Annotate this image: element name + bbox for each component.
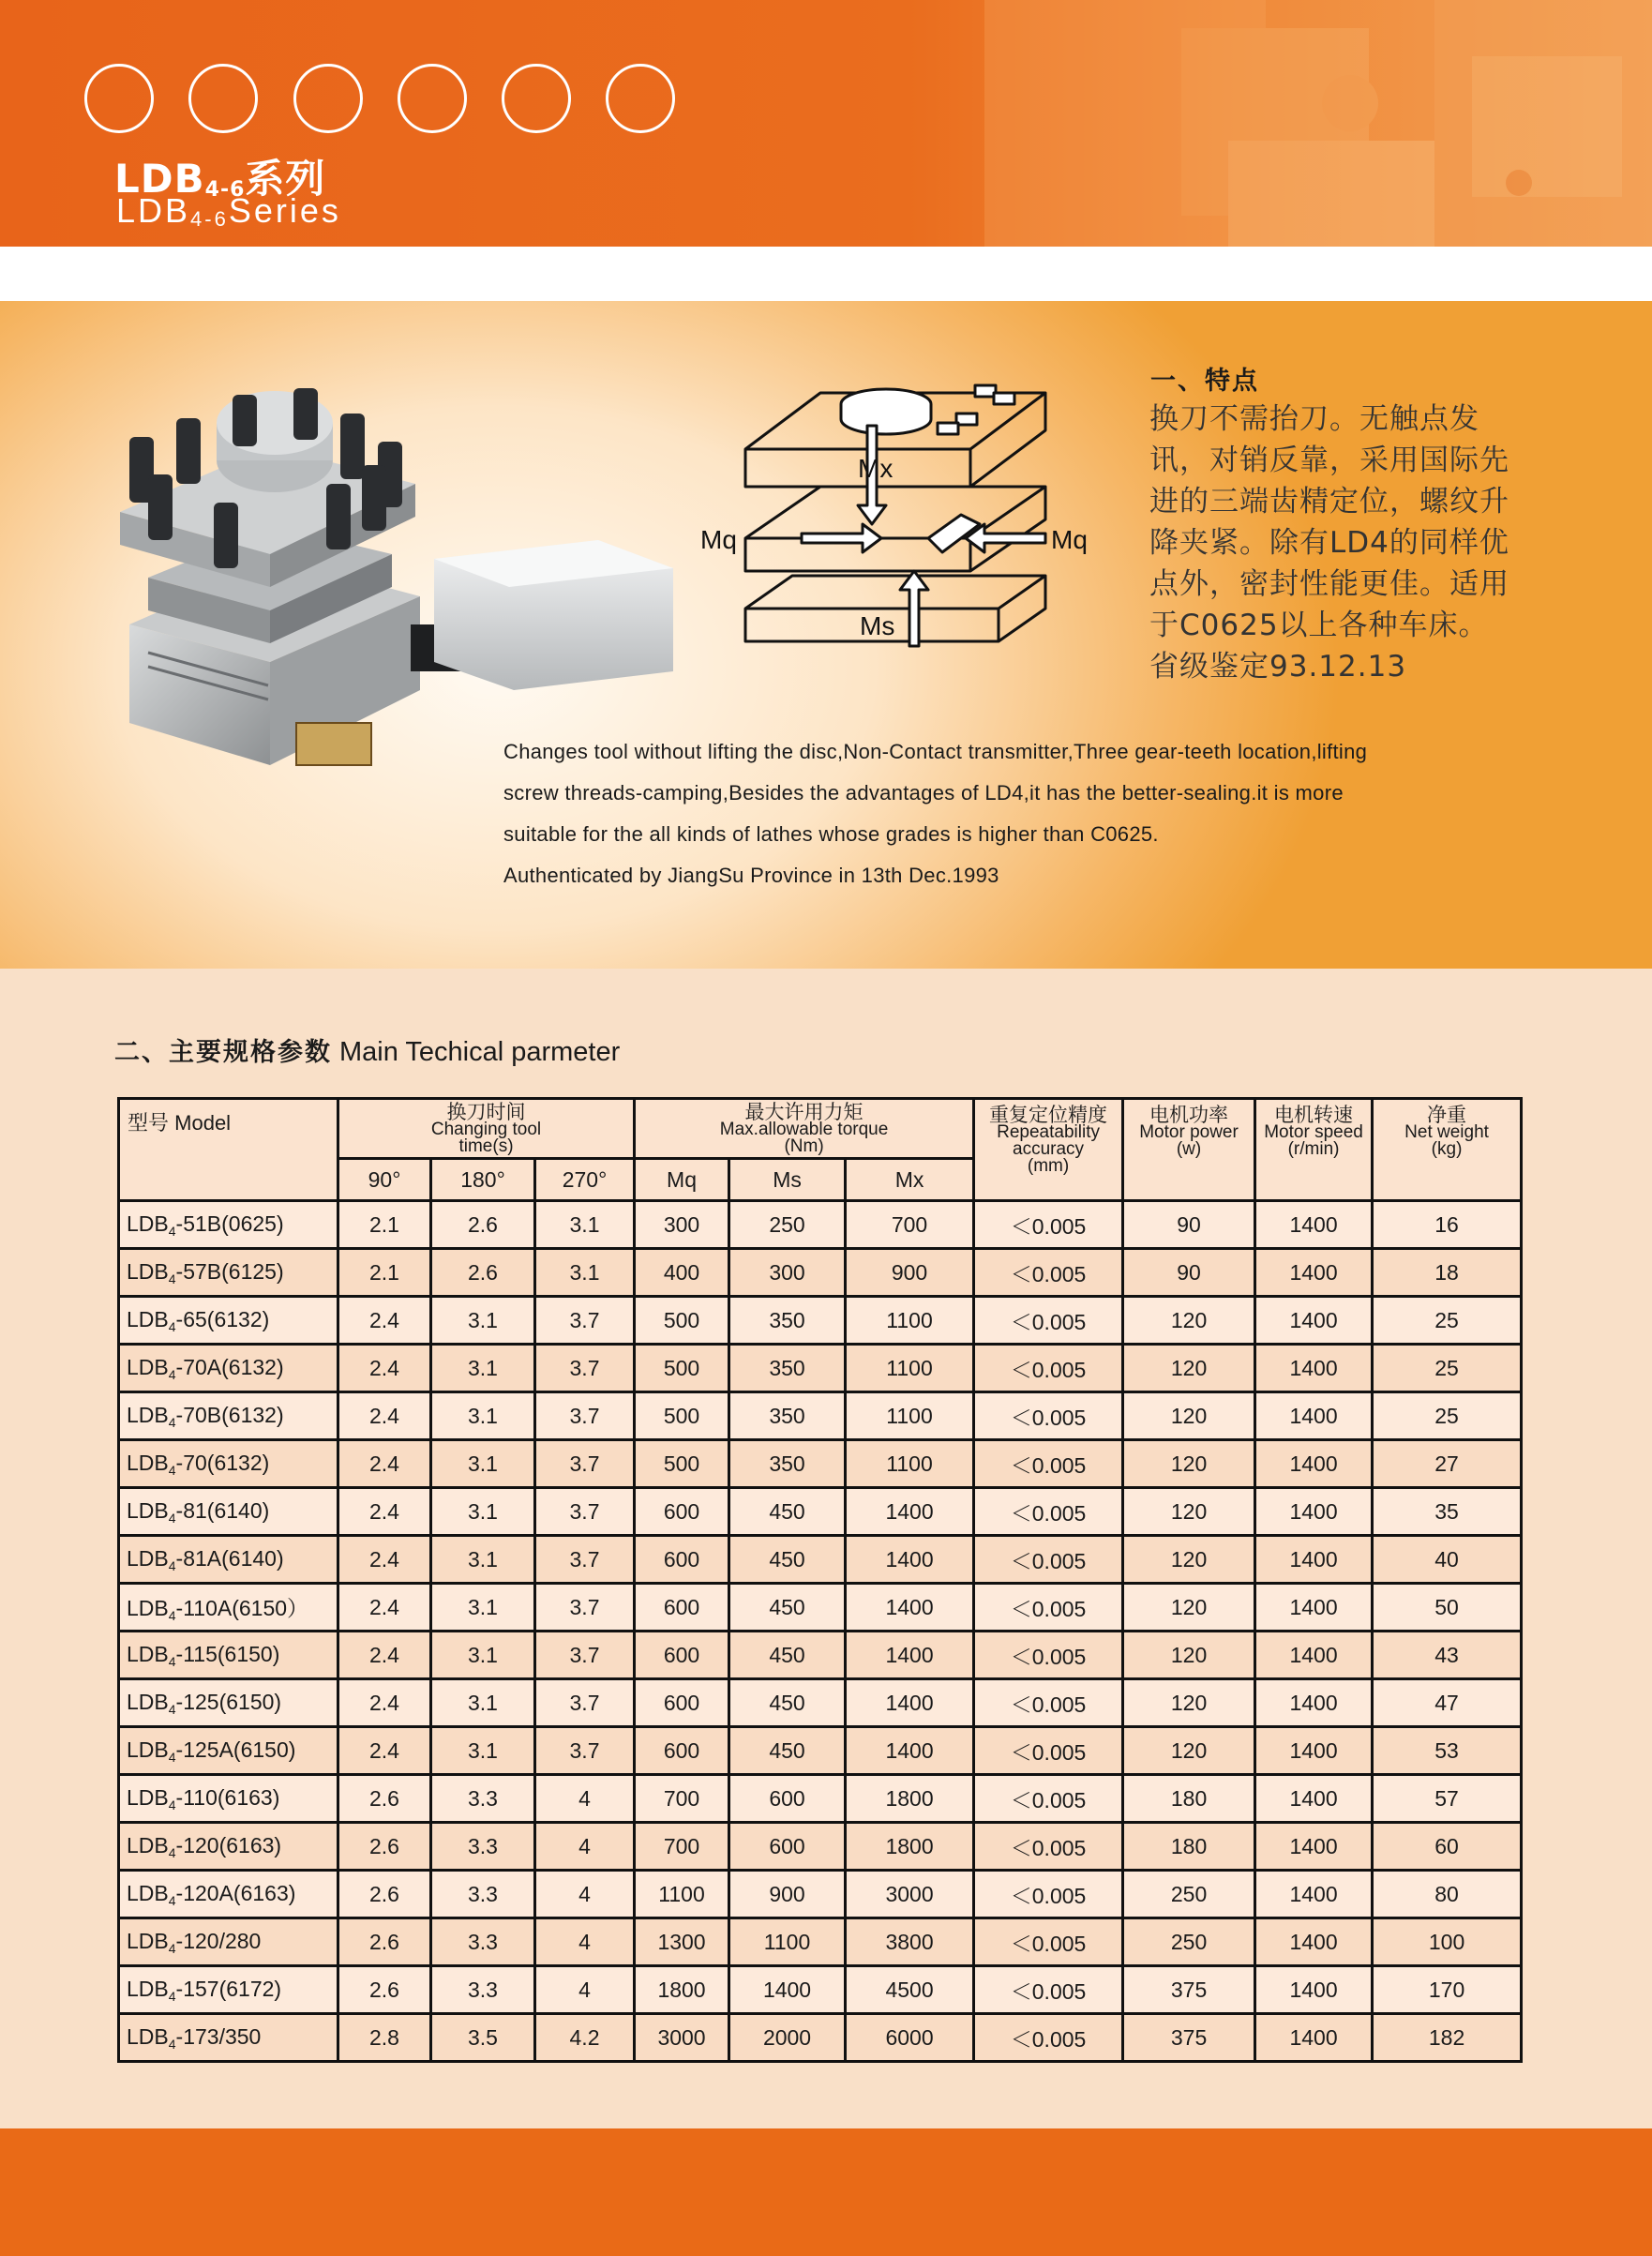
cell-t270: 3.7 [535,1727,635,1775]
cell-t90: 2.4 [338,1584,431,1632]
cell-mx: 900 [846,1249,974,1297]
decorative-circle-3 [293,64,363,133]
table-row [119,1679,1522,1727]
table-row [119,1966,1522,2014]
cell-ms: 2000 [729,2014,846,2062]
cell-mq: 500 [635,1297,729,1345]
cell-power: 120 [1123,1632,1255,1679]
cell-weight: 47 [1373,1679,1522,1727]
features-text-en [503,731,1563,896]
features-cn-line: 于C0625以上各种车床。 [1149,609,1489,642]
cell-speed: 1400 [1255,1345,1373,1392]
cell-power: 120 [1123,1392,1255,1440]
cell-t90: 2.4 [338,1440,431,1488]
cell-mq: 600 [635,1727,729,1775]
cell-t270: 3.7 [535,1440,635,1488]
table-row [119,1727,1522,1775]
header-mx: Mx [846,1159,974,1201]
spec-table [117,1097,1523,2063]
cell-mx: 1800 [846,1823,974,1871]
cell-t180: 3.3 [431,1871,535,1918]
cell-power: 120 [1123,1727,1255,1775]
cell-model: $LDB_4-125A(6150)$ [119,1727,338,1775]
cell-mx: 3000 [846,1871,974,1918]
cell-mx: 1100 [846,1392,974,1440]
cell-ms: 300 [729,1249,846,1297]
cell-t90: 2.4 [338,1488,431,1536]
table-row [119,1249,1522,1297]
decorative-circle-4 [398,64,467,133]
cell-model: $LDB_4-120(6163)$ [119,1823,338,1871]
cell-weight: 50 [1373,1584,1522,1632]
table-row [119,1536,1522,1584]
cell-mq: 400 [635,1249,729,1297]
cell-t180: 3.1 [431,1727,535,1775]
series-title-cn: $LDB_{4-6}$系列 [114,156,326,202]
cell-t270: 3.7 [535,1536,635,1584]
cell-weight: 182 [1373,2014,1522,2062]
cell-mx: 700 [846,1201,974,1249]
cell-mq: 600 [635,1679,729,1727]
cell-t270: 4 [535,1871,635,1918]
cell-model: $LDB_4-157(6172)$ [119,1966,338,2014]
features-en-line: Changes tool without lifting the disc,Non-Contact transmitter,Three gear-teeth location,lifting [503,740,1368,763]
cell-ms: 450 [729,1584,846,1632]
table-row [119,1871,1522,1918]
cell-mq: 700 [635,1775,729,1823]
cell-t90: 2.6 [338,1775,431,1823]
cell-power: 90 [1123,1201,1255,1249]
cell-speed: 1400 [1255,1392,1373,1440]
spec-table-body [119,1201,1522,2062]
header-ms: Ms [729,1159,846,1201]
cell-speed: 1400 [1255,1679,1373,1727]
cell-power: 120 [1123,1440,1255,1488]
cell-power: 180 [1123,1823,1255,1871]
table-row [119,1584,1522,1632]
cell-t90: 2.6 [338,1918,431,1966]
decorative-circle-5 [502,64,571,133]
features-cn-line: 点外，密封性能更佳。适用 [1149,567,1509,601]
cell-speed: 1400 [1255,1297,1373,1345]
cell-mx: 1400 [846,1488,974,1536]
cell-acc: ＜0.005 [974,1440,1123,1488]
cell-speed: 1400 [1255,1249,1373,1297]
table-row [119,1918,1522,1966]
white-divider [0,247,1652,301]
cell-acc: ＜0.005 [974,1536,1123,1584]
cell-acc: ＜0.005 [974,1966,1123,2014]
cell-acc: ＜0.005 [974,1201,1123,1249]
cell-t90: 2.1 [338,1201,431,1249]
cell-model: $LDB_4-120A(6163)$ [119,1871,338,1918]
cell-acc: ＜0.005 [974,1823,1123,1871]
cell-t180: 3.1 [431,1536,535,1584]
cell-t270: 3.7 [535,1584,635,1632]
table-row [119,1297,1522,1345]
cell-t180: 3.3 [431,1775,535,1823]
cell-mq: 700 [635,1823,729,1871]
cell-weight: 18 [1373,1249,1522,1297]
cell-weight: 53 [1373,1727,1522,1775]
cell-t270: 4 [535,1966,635,2014]
cell-acc: ＜0.005 [974,1488,1123,1536]
cell-acc: ＜0.005 [974,1345,1123,1392]
cell-speed: 1400 [1255,2014,1373,2062]
spec-section-title [114,1031,620,1068]
features-heading: 一、特点 [1150,367,1259,396]
cell-weight: 80 [1373,1871,1522,1918]
label-mq-left: Mq [700,525,737,554]
cell-t90: 2.4 [338,1297,431,1345]
cell-t180: 2.6 [431,1249,535,1297]
cell-t180: 3.1 [431,1440,535,1488]
cell-weight: 40 [1373,1536,1522,1584]
cell-ms: 350 [729,1345,846,1392]
cell-t180: 3.1 [431,1345,535,1392]
header-180-deg: 180° [431,1159,535,1201]
cell-t90: 2.6 [338,1966,431,2014]
cell-t180: 3.3 [431,1918,535,1966]
header-torque: 最大许用力矩 Max.allowable torque (Nm) [635,1099,974,1159]
cell-mx: 1400 [846,1584,974,1632]
cell-weight: 25 [1373,1392,1522,1440]
cell-mx: 4500 [846,1966,974,2014]
cell-t90: 2.4 [338,1536,431,1584]
cell-t270: 3.1 [535,1201,635,1249]
cell-ms: 1400 [729,1966,846,2014]
cell-ms: 450 [729,1679,846,1727]
cell-t180: 3.3 [431,1823,535,1871]
cell-t90: 2.1 [338,1249,431,1297]
cell-t270: 3.7 [535,1679,635,1727]
decorative-circle-1 [84,64,154,133]
cell-t180: 3.5 [431,2014,535,2062]
cell-ms: 450 [729,1727,846,1775]
cell-power: 120 [1123,1488,1255,1536]
cell-model: $LDB_4-110A(6150)$ [119,1584,338,1632]
cell-t90: 2.6 [338,1871,431,1918]
cell-t270: 4 [535,1918,635,1966]
label-mq-right: Mq [1051,525,1088,554]
cell-model: $LDB_4-70A(6132)$ [119,1345,338,1392]
cell-speed: 1400 [1255,1871,1373,1918]
cell-mq: 600 [635,1632,729,1679]
table-row [119,1201,1522,1249]
cell-mq: 600 [635,1584,729,1632]
cell-speed: 1400 [1255,1775,1373,1823]
cell-mq: 1800 [635,1966,729,2014]
cell-model: $LDB_4-51B(0625)$ [119,1201,338,1249]
cell-model: $LDB_4-81(6140)$ [119,1488,338,1536]
header-model: 型号 Model [119,1099,338,1201]
cell-t180: 3.1 [431,1392,535,1440]
cell-mq: 500 [635,1392,729,1440]
features-en-line: Authenticated by JiangSu Province in 13th Dec.1993 [503,864,999,887]
cell-t90: 2.8 [338,2014,431,2062]
cell-speed: 1400 [1255,1440,1373,1488]
features-en-line: screw threads-camping,Besides the advantages of LD4,it has the better-sealing.it is more [503,781,1344,805]
cell-power: 250 [1123,1918,1255,1966]
cell-model: $LDB_4-115(6150)$ [119,1632,338,1679]
cell-power: 120 [1123,1679,1255,1727]
label-mx: Mx [858,454,894,483]
cell-model: $LDB_4-65(6132)$ [119,1297,338,1345]
cell-mx: 1400 [846,1679,974,1727]
cell-ms: 600 [729,1775,846,1823]
cell-mx: 3800 [846,1918,974,1966]
cell-power: 250 [1123,1871,1255,1918]
cell-t90: 2.4 [338,1679,431,1727]
cell-acc: ＜0.005 [974,1632,1123,1679]
table-row [119,1488,1522,1536]
series-title-en: $LDB_{4-6}Series$ [116,191,341,231]
cell-t90: 2.4 [338,1392,431,1440]
cell-t270: 4 [535,1823,635,1871]
cell-t180: 3.1 [431,1584,535,1632]
header-change-time: 换刀时间 Changing tool time(s) [338,1099,635,1159]
cell-speed: 1400 [1255,1536,1373,1584]
cell-power: 120 [1123,1584,1255,1632]
cell-acc: ＜0.005 [974,1392,1123,1440]
cell-model: $LDB_4-70B(6132)$ [119,1392,338,1440]
cell-ms: 350 [729,1440,846,1488]
cell-speed: 1400 [1255,1632,1373,1679]
cell-mq: 500 [635,1345,729,1392]
cell-model: $LDB_4-57B(6125)$ [119,1249,338,1297]
cell-speed: 1400 [1255,1823,1373,1871]
table-row [119,1440,1522,1488]
cell-acc: ＜0.005 [974,1679,1123,1727]
cell-power: 375 [1123,1966,1255,2014]
cell-ms: 450 [729,1632,846,1679]
cell-ms: 450 [729,1488,846,1536]
cell-acc: ＜0.005 [974,2014,1123,2062]
cell-t270: 3.1 [535,1249,635,1297]
cell-acc: ＜0.005 [974,1727,1123,1775]
tool-turret-photo [111,353,684,793]
cell-model: $LDB_4-173/350$ [119,2014,338,2062]
cell-ms: 250 [729,1201,846,1249]
cell-t180: 3.1 [431,1632,535,1679]
cell-mx: 6000 [846,2014,974,2062]
table-row [119,2014,1522,2062]
cell-speed: 1400 [1255,1488,1373,1536]
header-net-weight: 净重 Net weight (kg) [1373,1099,1522,1201]
features-text-cn [1149,399,1524,687]
features-cn-line: 省级鉴定93.12.13 [1149,650,1407,684]
spec-title-en: Main Techical parmeter [339,1037,621,1067]
cell-speed: 1400 [1255,1201,1373,1249]
cell-speed: 1400 [1255,1918,1373,1966]
cell-speed: 1400 [1255,1966,1373,2014]
cell-t180: 2.6 [431,1201,535,1249]
footer-band [0,2128,1652,2256]
cell-speed: 1400 [1255,1727,1373,1775]
cell-power: 120 [1123,1297,1255,1345]
cell-acc: ＜0.005 [974,1775,1123,1823]
cell-acc: ＜0.005 [974,1584,1123,1632]
cell-mq: 1300 [635,1918,729,1966]
cell-model: $LDB_4-125(6150)$ [119,1679,338,1727]
header-motor-power: 电机功率 Motor power (w) [1123,1099,1255,1201]
cell-acc: ＜0.005 [974,1297,1123,1345]
cell-model: $LDB_4-81A(6140)$ [119,1536,338,1584]
features-panel [0,301,1652,969]
cell-power: 180 [1123,1775,1255,1823]
cell-mx: 1400 [846,1727,974,1775]
cell-model: $LDB_4-70(6132)$ [119,1440,338,1488]
decorative-circle-6 [606,64,675,133]
cell-t270: 3.7 [535,1632,635,1679]
cell-t270: 4 [535,1775,635,1823]
header-repeatability: 重复定位精度 Repeatability accuracy (mm) [974,1099,1123,1201]
header-mq: Mq [635,1159,729,1201]
cell-mq: 600 [635,1488,729,1536]
cell-t270: 4.2 [535,2014,635,2062]
cell-t180: 3.1 [431,1679,535,1727]
cell-t180: 3.3 [431,1966,535,2014]
table-row [119,1823,1522,1871]
cell-ms: 350 [729,1392,846,1440]
cell-ms: 600 [729,1823,846,1871]
cell-t270: 3.7 [535,1297,635,1345]
table-row [119,1775,1522,1823]
table-row [119,1392,1522,1440]
cell-power: 120 [1123,1345,1255,1392]
cell-mx: 1400 [846,1536,974,1584]
cell-ms: 1100 [729,1918,846,1966]
cell-t90: 2.4 [338,1345,431,1392]
cell-mq: 1100 [635,1871,729,1918]
cell-weight: 170 [1373,1966,1522,2014]
cell-t90: 2.4 [338,1727,431,1775]
cell-weight: 35 [1373,1488,1522,1536]
cell-mq: 500 [635,1440,729,1488]
cell-power: 375 [1123,2014,1255,2062]
cell-speed: 1400 [1255,1584,1373,1632]
torque-diagram [698,374,1097,684]
header-motor-speed: 电机转速 Motor speed (r/min) [1255,1099,1373,1201]
cell-mq: 3000 [635,2014,729,2062]
cell-weight: 27 [1373,1440,1522,1488]
header-270-deg: 270° [535,1159,635,1201]
cell-acc: ＜0.005 [974,1871,1123,1918]
cell-t180: 3.1 [431,1297,535,1345]
decorative-circle-2 [188,64,258,133]
features-cn-line: 降夹紧。除有LD4的同样优 [1149,526,1509,560]
cell-t270: 3.7 [535,1488,635,1536]
cell-mq: 300 [635,1201,729,1249]
features-cn-line: 换刀不需抬刀。无触点发 [1149,402,1479,436]
cell-weight: 100 [1373,1918,1522,1966]
spec-title-cn: 二、主要规格参数 [114,1038,332,1067]
header-90-deg: 90° [338,1159,431,1201]
cell-model: $LDB_4-120/280$ [119,1918,338,1966]
cell-t90: 2.6 [338,1823,431,1871]
cell-mx: 1100 [846,1440,974,1488]
cell-ms: 900 [729,1871,846,1918]
cell-weight: 16 [1373,1201,1522,1249]
cell-ms: 450 [729,1536,846,1584]
cell-mx: 1100 [846,1297,974,1345]
cell-weight: 43 [1373,1632,1522,1679]
cell-t90: 2.4 [338,1632,431,1679]
cell-t270: 3.7 [535,1392,635,1440]
cell-weight: 57 [1373,1775,1522,1823]
cell-power: 90 [1123,1249,1255,1297]
cell-t180: 3.1 [431,1488,535,1536]
cell-weight: 60 [1373,1823,1522,1871]
cell-mx: 1100 [846,1345,974,1392]
features-cn-line: 进的三端齿精定位，螺纹升 [1149,485,1509,519]
cell-mx: 1800 [846,1775,974,1823]
table-row [119,1632,1522,1679]
label-ms: Ms [860,611,895,640]
cell-mq: 600 [635,1536,729,1584]
cell-model: $LDB_4-110(6163)$ [119,1775,338,1823]
cell-power: 120 [1123,1536,1255,1584]
cell-acc: ＜0.005 [974,1249,1123,1297]
cell-t270: 3.7 [535,1345,635,1392]
cell-weight: 25 [1373,1297,1522,1345]
table-row [119,1345,1522,1392]
features-cn-line: 讯，对销反靠，采用国际先 [1149,444,1509,477]
machine-background-graphic [947,0,1652,247]
header-banner [0,0,1652,247]
features-en-line: suitable for the all kinds of lathes whose grades is higher than C0625. [503,822,1159,846]
cell-weight: 25 [1373,1345,1522,1392]
cell-mx: 1400 [846,1632,974,1679]
cell-acc: ＜0.005 [974,1918,1123,1966]
cell-ms: 350 [729,1297,846,1345]
